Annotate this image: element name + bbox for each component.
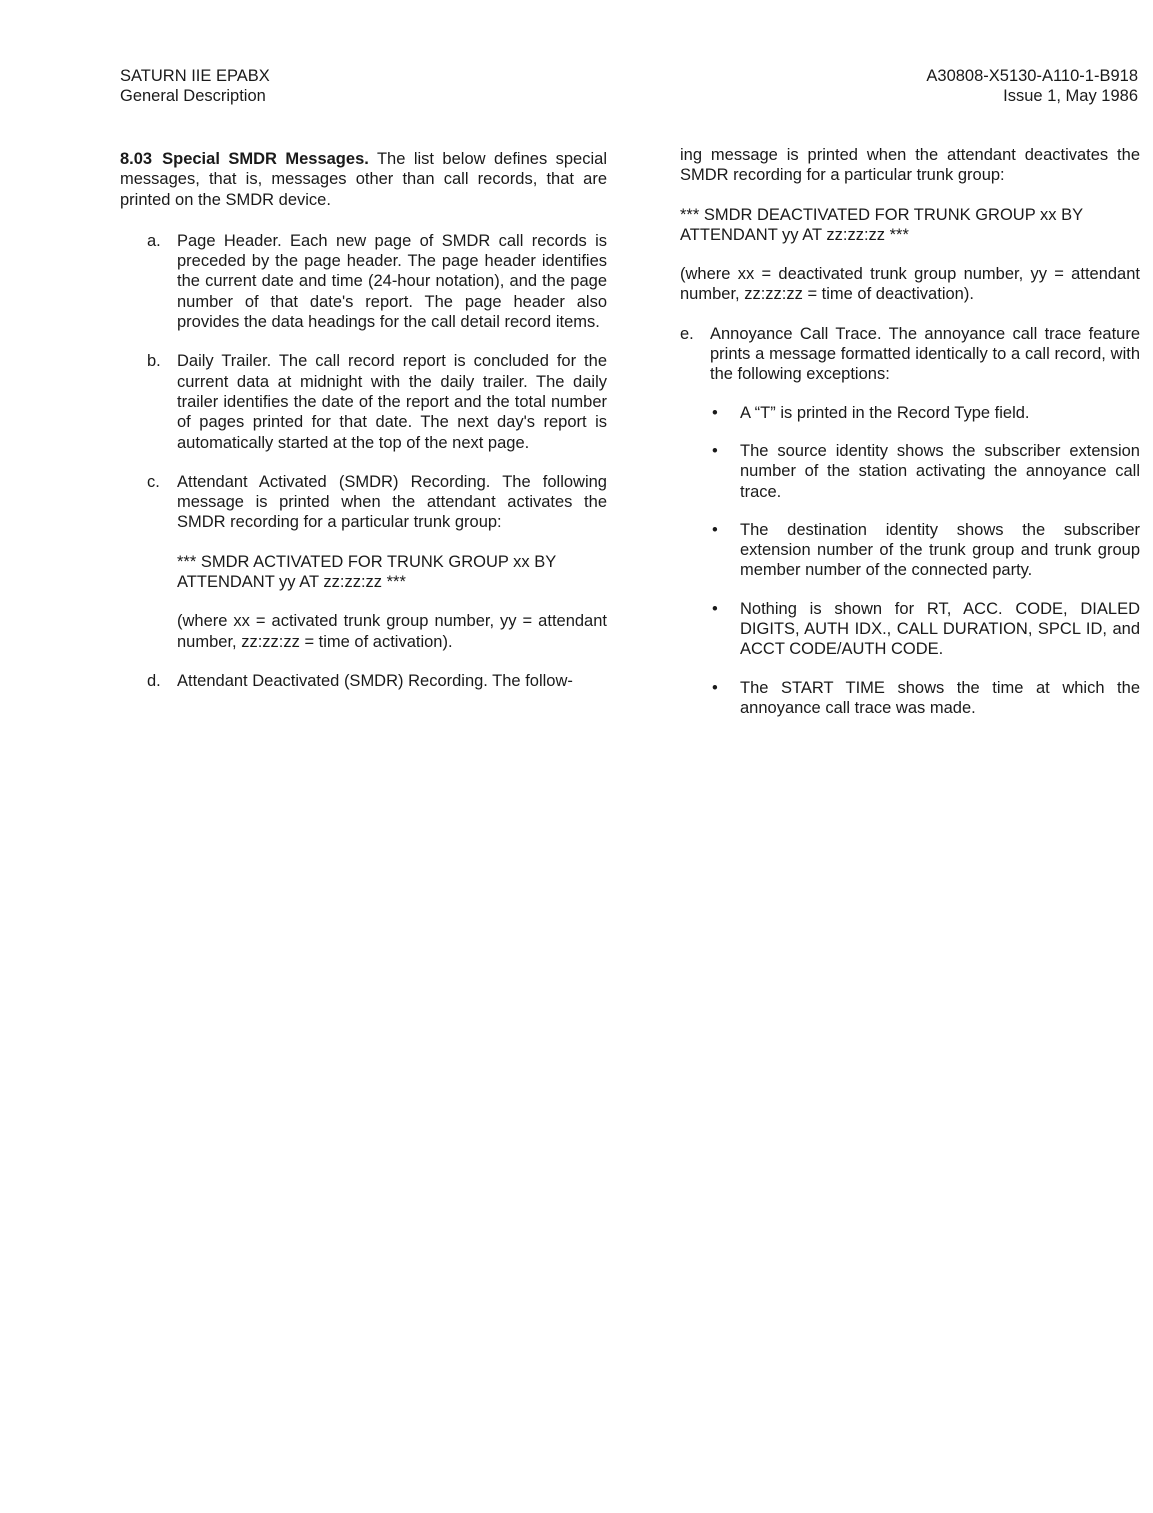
item-text: Annoyance Call Trace. The annoyance call trace feature prints a message formatted identically to a call record, with the following exceptions: <box>710 324 1140 384</box>
section-intro-text: The list below defines special messages, that is, messages other than call records, that are printed on the SMDR device. <box>120 150 607 209</box>
list-item: • Nothing is shown for RT, ACC. CODE, DIALED DIGITS, AUTH IDX., CALL DURATION, SPCL ID, and ACCT CODE/AUTH CODE. <box>712 599 1140 659</box>
section-title: Special SMDR Messages. <box>162 150 369 168</box>
section-number: 8.03 <box>120 150 153 168</box>
item-text: Daily Trailer. The call record report is concluded for the current data at midnight with the daily trailer. The daily trailer identifies the date of the report and the total number of pages printed for that date. The next day's report is automatically started at the top of the next page. <box>177 352 607 452</box>
item-label: e. <box>680 324 694 343</box>
message-explanation: (where xx = deactivated trunk group number, yy = attendant number, zz:zz:zz = time of deactivation). <box>680 265 1140 304</box>
document-subtitle: General Description <box>120 87 266 105</box>
list-item-e <box>680 324 1140 718</box>
item-label: a. <box>147 231 161 250</box>
bullet-icon: • <box>712 441 718 460</box>
list-item: • The START TIME shows the time at which the annoyance call trace was made. <box>712 678 1140 717</box>
list-item: • A “T” is printed in the Record Type field. <box>712 403 1030 422</box>
list-item-c <box>120 472 607 652</box>
item-text: Attendant Deactivated (SMDR) Recording. The follow- <box>177 671 573 690</box>
printed-message: *** SMDR DEACTIVATED FOR TRUNK GROUP xx BY ATTENDANT yy AT zz:zz:zz *** <box>680 205 1083 244</box>
item-label: c. <box>147 472 160 491</box>
product-name: SATURN IIE EPABX <box>120 67 270 85</box>
list-item-d <box>120 671 607 691</box>
left-column <box>120 149 607 710</box>
page-header-left <box>120 66 270 106</box>
bullet-icon: • <box>712 678 718 697</box>
list-item: • The destination identity shows the subscriber extension number of the trunk group and trunk group member number of the connected party. <box>712 520 1140 580</box>
document-number: A30808-X5130-A110-1-B918 <box>926 67 1138 85</box>
list-item-a <box>120 231 607 332</box>
item-label: d. <box>147 671 161 690</box>
list-item-b <box>120 351 607 452</box>
bullet-icon: • <box>712 520 718 539</box>
item-text: Attendant Activated (SMDR) Recording. The following message is printed when the attendant activates the SMDR recording for a particular trunk group: <box>177 472 607 532</box>
item-d-continuation: ing message is printed when the attendant deactivates the SMDR recording for a particular trunk group: <box>680 146 1140 185</box>
section-intro <box>120 149 607 210</box>
bullet-icon: • <box>712 403 718 422</box>
message-explanation: (where xx = activated trunk group number, yy = attendant number, zz:zz:zz = time of activation). <box>177 612 607 651</box>
exception-list <box>710 403 1140 719</box>
item-text: Page Header. Each new page of SMDR call records is preceded by the page header. The page header identifies the current date and time (24-hour notation), and the page number of that date's report. The page header also provides the data headings for the call detail record items. <box>177 231 607 332</box>
printed-message: *** SMDR ACTIVATED FOR TRUNK GROUP xx BY ATTENDANT yy AT zz:zz:zz *** <box>177 552 556 592</box>
list-item: • The source identity shows the subscriber extension number of the station activating the annoyance call trace. <box>712 441 1140 501</box>
right-column <box>680 145 1140 737</box>
item-label: b. <box>147 352 161 371</box>
issue-date: Issue 1, May 1986 <box>1003 87 1138 105</box>
bullet-icon: • <box>712 599 718 618</box>
page-header-right <box>926 66 1138 106</box>
